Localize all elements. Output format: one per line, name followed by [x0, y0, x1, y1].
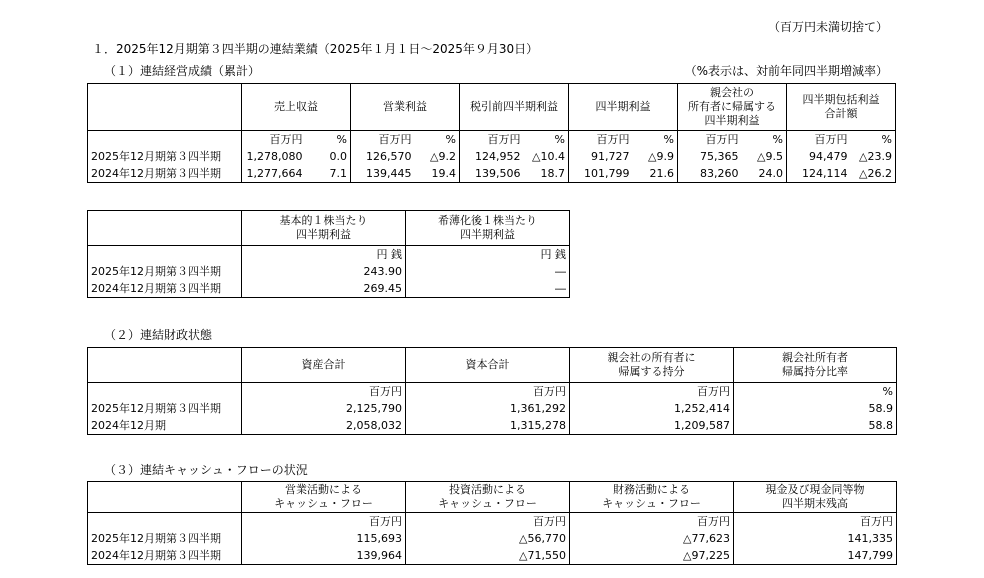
cell-value: △97,225	[570, 547, 734, 565]
unit-blank	[88, 383, 242, 401]
cell-value: △26.2	[851, 165, 896, 183]
cell-value: ―	[406, 263, 570, 280]
unit-label: 百万円	[242, 383, 406, 401]
cashflow-table	[87, 481, 897, 565]
unit-pct: %	[306, 131, 351, 149]
row-label: 2025年12月期第３四半期	[88, 263, 242, 280]
cell-value: 243.90	[242, 263, 406, 280]
column-header: 売上収益	[242, 84, 351, 131]
cell-value: 1,278,080	[246, 150, 303, 163]
column-header: 税引前四半期利益	[460, 84, 569, 131]
unit-pct: %	[415, 131, 460, 149]
cell-value: 139,506	[475, 167, 521, 180]
table-row	[88, 165, 896, 183]
table-row	[88, 400, 897, 417]
cell-value: ―	[406, 280, 570, 298]
row-label: 2025年12月期第３四半期	[88, 530, 242, 547]
header-blank	[88, 84, 242, 131]
cell-value: 124,952	[475, 150, 521, 163]
header-blank	[88, 482, 242, 513]
table-row	[88, 263, 570, 280]
cell-value: 115,693	[242, 530, 406, 547]
table-row	[88, 547, 897, 565]
unit-pct: %	[742, 131, 787, 149]
header-blank	[88, 211, 242, 246]
unit-label: 百万円	[242, 513, 406, 531]
results-title: （１）連結経営成績（累計）	[104, 64, 261, 78]
row-label: 2025年12月期第３四半期	[88, 400, 242, 417]
column-header: 基本的１株当たり 四半期利益	[242, 211, 406, 246]
column-header: 四半期包括利益 合計額	[787, 84, 896, 131]
eps-unit-row	[88, 246, 570, 264]
cell-value: 1,277,664	[246, 167, 303, 180]
unit-blank	[88, 131, 242, 149]
section-title: １．2025年12月期第３四半期の連結業績（2025年１月１日～2025年９月30日）	[92, 42, 539, 56]
financial-title: （２）連結財政状態	[104, 328, 213, 342]
results-header-row	[88, 84, 896, 131]
row-label: 2025年12月期第３四半期	[88, 148, 242, 165]
unit-label: 百万円	[406, 513, 570, 531]
unit-amount: 百万円	[487, 133, 521, 146]
table-row	[88, 280, 570, 298]
cell-value: 94,479	[809, 150, 848, 163]
cell-value: 139,964	[242, 547, 406, 565]
results-unit-row	[88, 131, 896, 149]
cell-value: 18.7	[524, 165, 569, 183]
cell-value: △9.5	[742, 148, 787, 165]
unit-blank	[88, 246, 242, 264]
cell-value: 58.8	[734, 417, 897, 435]
column-header: 財務活動による キャッシュ・フロー	[570, 482, 734, 513]
cell-value: 2,125,790	[242, 400, 406, 417]
unit-pct: %	[851, 131, 896, 149]
unit-label: 百万円	[570, 383, 734, 401]
cell-value: 126,570	[366, 150, 412, 163]
unit-amount: 百万円	[269, 133, 303, 146]
cell-value: △9.9	[633, 148, 678, 165]
unit-amount: 百万円	[378, 133, 412, 146]
cell-value: 2,058,032	[242, 417, 406, 435]
cell-value: 0.0	[306, 148, 351, 165]
table-row	[88, 148, 896, 165]
unit-label: 百万円	[406, 383, 570, 401]
cell-value: 75,365	[700, 150, 739, 163]
unit-amount: 百万円	[705, 133, 739, 146]
financial-header-row	[88, 348, 897, 383]
cell-value: 83,260	[700, 167, 739, 180]
unit-label: 円 銭	[406, 246, 570, 264]
cell-value: 147,799	[734, 547, 897, 565]
row-label: 2024年12月期	[88, 417, 242, 435]
unit-pct: %	[633, 131, 678, 149]
table-row	[88, 530, 897, 547]
unit-amount: 百万円	[814, 133, 848, 146]
cell-value: 91,727	[591, 150, 630, 163]
cell-value: △71,550	[406, 547, 570, 565]
cashflow-unit-row	[88, 513, 897, 531]
cell-value: △23.9	[851, 148, 896, 165]
column-header: 資本合計	[406, 348, 570, 383]
cell-value: 7.1	[306, 165, 351, 183]
cell-value: △56,770	[406, 530, 570, 547]
cell-value: 1,361,292	[406, 400, 570, 417]
unit-amount: 百万円	[596, 133, 630, 146]
financial-unit-row	[88, 383, 897, 401]
column-header: 四半期利益	[569, 84, 678, 131]
eps-header-row	[88, 211, 570, 246]
cell-value: △77,623	[570, 530, 734, 547]
header-blank	[88, 348, 242, 383]
column-header: 営業活動による キャッシュ・フロー	[242, 482, 406, 513]
unit-label: %	[734, 383, 897, 401]
financial-table	[87, 347, 897, 435]
column-header: 希薄化後１株当たり 四半期利益	[406, 211, 570, 246]
cell-value: 1,315,278	[406, 417, 570, 435]
column-header: 営業利益	[351, 84, 460, 131]
column-header: 現金及び現金同等物 四半期末残高	[734, 482, 897, 513]
column-header: 資産合計	[242, 348, 406, 383]
unit-label: 円 銭	[242, 246, 406, 264]
column-header: 投資活動による キャッシュ・フロー	[406, 482, 570, 513]
cell-value: 58.9	[734, 400, 897, 417]
column-header: 親会社の所有者に 帰属する持分	[570, 348, 734, 383]
results-table	[87, 83, 896, 183]
column-header: 親会社所有者 帰属持分比率	[734, 348, 897, 383]
column-header: 親会社の 所有者に帰属する 四半期利益	[678, 84, 787, 131]
cell-value: 124,114	[802, 167, 848, 180]
cell-value: 1,252,414	[570, 400, 734, 417]
results-note: （%表示は、対前年同四半期増減率）	[684, 64, 888, 78]
cell-value: △9.2	[415, 148, 460, 165]
unit-note: （百万円未満切捨て）	[767, 20, 888, 34]
row-label: 2024年12月期第３四半期	[88, 547, 242, 565]
cell-value: 19.4	[415, 165, 460, 183]
cell-value: 139,445	[366, 167, 412, 180]
table-row	[88, 417, 897, 435]
unit-pct: %	[524, 131, 569, 149]
cashflow-header-row	[88, 482, 897, 513]
eps-table	[87, 210, 570, 298]
cell-value: 269.45	[242, 280, 406, 298]
row-label: 2024年12月期第３四半期	[88, 280, 242, 298]
unit-blank	[88, 513, 242, 531]
unit-label: 百万円	[734, 513, 897, 531]
cell-value: 141,335	[734, 530, 897, 547]
cashflow-title: （３）連結キャッシュ・フローの状況	[104, 463, 308, 477]
row-label: 2024年12月期第３四半期	[88, 165, 242, 183]
cell-value: 101,799	[584, 167, 630, 180]
cell-value: 1,209,587	[570, 417, 734, 435]
unit-label: 百万円	[570, 513, 734, 531]
cell-value: 21.6	[633, 165, 678, 183]
cell-value: △10.4	[524, 148, 569, 165]
cell-value: 24.0	[742, 165, 787, 183]
